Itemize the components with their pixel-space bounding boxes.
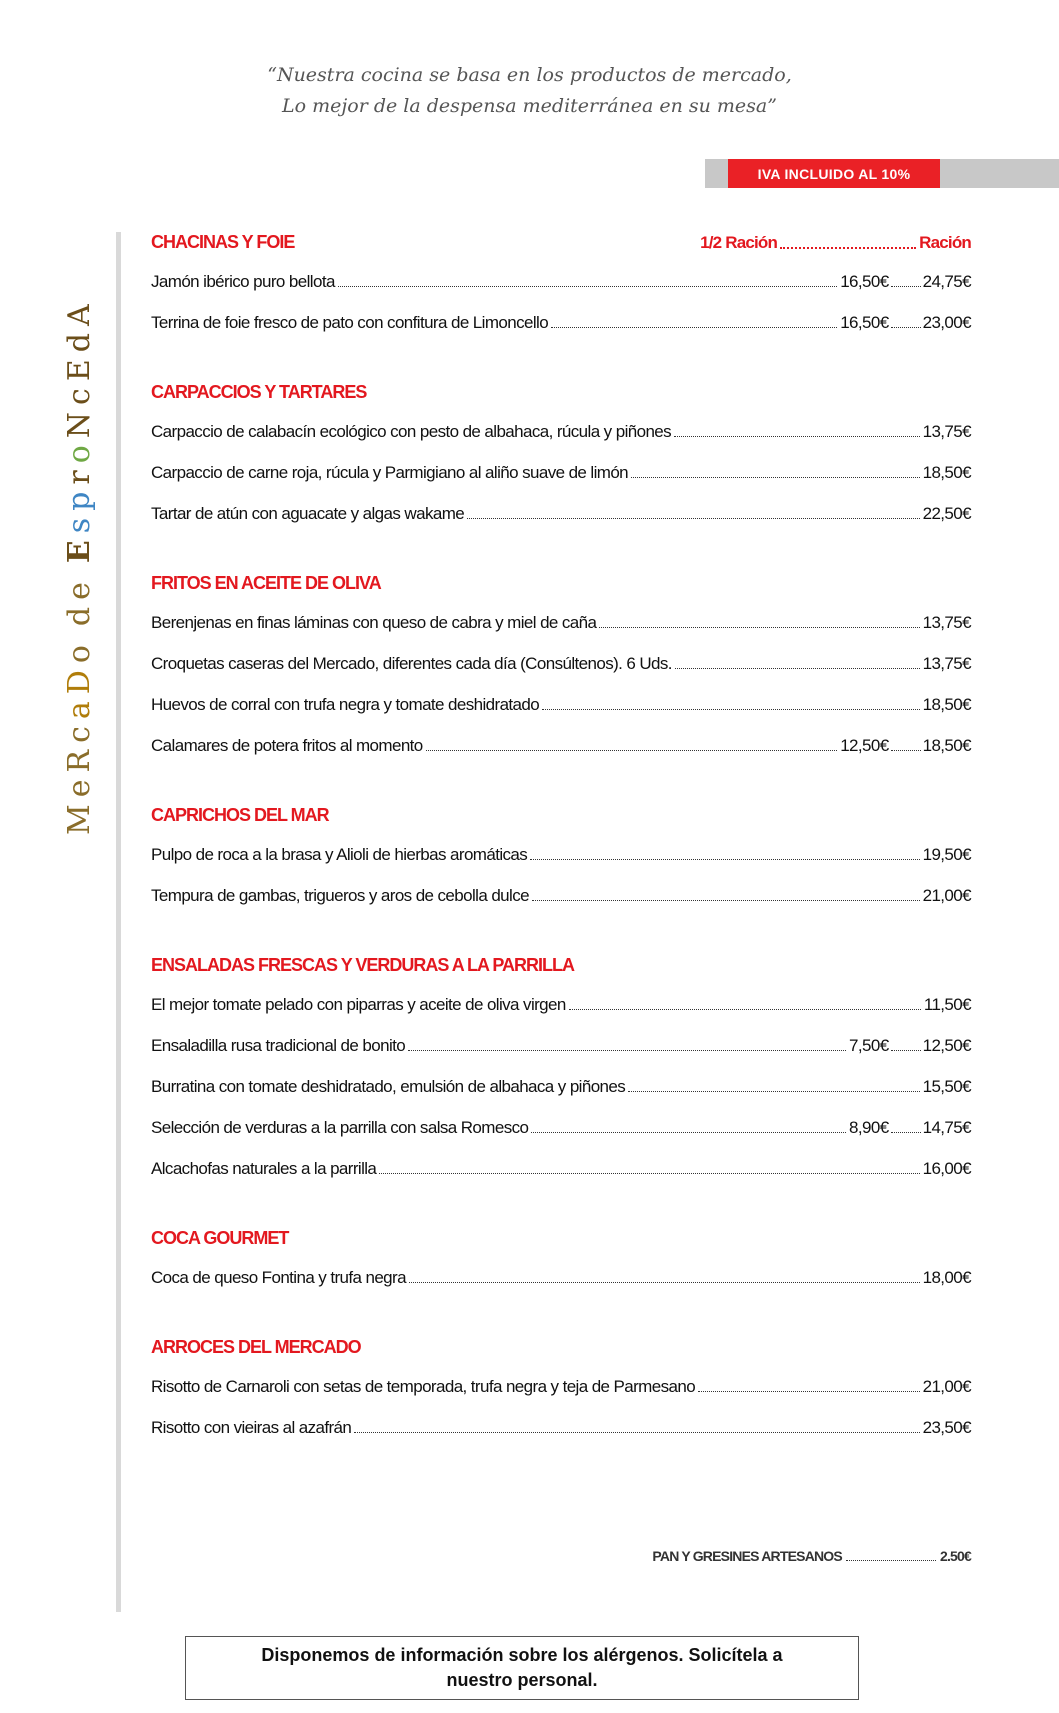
- item-leader: [338, 286, 837, 287]
- item-name: Berenjenas en finas láminas con queso de cabra y miel de caña: [151, 613, 597, 632]
- brand-letter: d: [62, 599, 97, 627]
- item-half-price: 16,50€: [840, 272, 889, 291]
- menu-item: [151, 1377, 971, 1418]
- menu-item: [151, 845, 971, 886]
- item-leader: [698, 1391, 920, 1392]
- item-half-price: 8,90€: [849, 1118, 889, 1137]
- brand-letter: c: [62, 381, 97, 405]
- item-leader: [628, 1091, 919, 1092]
- item-name: Jamón ibérico puro bellota: [151, 272, 335, 291]
- brand-letter: A: [62, 297, 97, 327]
- item-name: Tempura de gambas, trigueros y aros de cebolla dulce: [151, 886, 529, 905]
- menu: [151, 232, 971, 1487]
- item-price: 11,50€: [923, 995, 971, 1014]
- quote-line-2: Lo mejor de la despensa mediterránea en su mesa”: [282, 95, 777, 117]
- item-price: 22,50€: [922, 504, 971, 523]
- item-price: 18,50€: [922, 463, 971, 482]
- item-name: Calamares de potera fritos al momento: [151, 736, 423, 755]
- item-name: Risotto con vieiras al azafrán: [151, 1418, 352, 1437]
- item-price: 16,00€: [922, 1159, 971, 1178]
- item-leader: [379, 1173, 919, 1174]
- item-leader: [426, 750, 838, 751]
- item-leader: [408, 1050, 846, 1051]
- full-portion-header: Ración: [919, 233, 971, 252]
- item-leader: [354, 1432, 919, 1433]
- section-title: CAPRICHOS DEL MAR: [151, 805, 329, 825]
- menu-section: [151, 1228, 971, 1309]
- item-mid-leader: [891, 1050, 921, 1051]
- item-price: 23,50€: [922, 1418, 971, 1437]
- item-price: 18,00€: [922, 1268, 971, 1287]
- allergen-notice: [185, 1636, 859, 1700]
- half-portion-header: 1/2 Ración: [700, 233, 778, 252]
- menu-item: [151, 422, 971, 463]
- item-name: Burratina con tomate deshidratado, emulsión de albahaca y piñones: [151, 1077, 626, 1096]
- brand-letter: d: [62, 326, 97, 353]
- item-price: 19,50€: [922, 845, 971, 864]
- menu-item: [151, 313, 971, 354]
- menu-section: [151, 1337, 971, 1459]
- item-price: 13,75€: [922, 654, 971, 673]
- section-header: [151, 1228, 971, 1254]
- section-title: CHACINAS Y FOIE: [151, 232, 295, 252]
- item-price: 13,75€: [922, 613, 971, 632]
- item-name: El mejor tomate pelado con piparras y aceite de oliva virgen: [151, 995, 566, 1014]
- brand-letter: o: [62, 638, 97, 664]
- header-leader: [780, 233, 916, 249]
- item-price: 24,75€: [922, 272, 971, 291]
- menu-item: [151, 1077, 971, 1118]
- item-leader: [551, 327, 837, 328]
- brand-letter: E: [62, 352, 97, 382]
- menu-item: [151, 695, 971, 736]
- item-price: 12,50€: [922, 1036, 971, 1055]
- item-name: Croquetas caseras del Mercado, diferentes cada día (Consúltenos). 6 Uds.: [151, 654, 672, 673]
- item-leader: [531, 1132, 846, 1133]
- section-title: ARROCES DEL MERCADO: [151, 1337, 361, 1357]
- item-half-price: 7,50€: [849, 1036, 889, 1055]
- item-price: 18,50€: [922, 736, 971, 755]
- brand-logo-text: [60, 297, 100, 835]
- item-name: Coca de queso Fontina y trufa negra: [151, 1268, 406, 1287]
- menu-item: [151, 736, 971, 777]
- section-header: [151, 382, 971, 408]
- brand-letter: s: [62, 510, 97, 534]
- item-name: Carpaccio de calabacín ecológico con pesto de albahaca, rúcula y piñones: [151, 422, 672, 441]
- menu-item: [151, 1118, 971, 1159]
- item-leader: [409, 1282, 920, 1283]
- item-mid-leader: [891, 1132, 921, 1133]
- brand-letter: o: [62, 438, 97, 464]
- item-leader: [532, 900, 920, 901]
- menu-section: [151, 573, 971, 777]
- brand-letter: e: [62, 575, 97, 600]
- restaurant-quote: [0, 60, 1059, 122]
- item-name: Huevos de corral con trufa negra y tomate deshidratado: [151, 695, 540, 714]
- item-leader: [530, 859, 919, 860]
- brand-letter: a: [62, 694, 97, 720]
- side-divider: [116, 232, 121, 1612]
- item-leader: [631, 477, 920, 478]
- section-header: [151, 1337, 971, 1363]
- item-name: Selección de verduras a la parrilla con salsa Romesco: [151, 1118, 529, 1137]
- brand-letter: D: [62, 663, 97, 695]
- brand-letter: p: [62, 484, 97, 511]
- item-half-price: 16,50€: [840, 313, 889, 332]
- item-price: 21,00€: [922, 886, 971, 905]
- bread-line: [151, 1548, 971, 1565]
- menu-item: [151, 886, 971, 927]
- bread-leader: [846, 1560, 936, 1561]
- item-price: 14,75€: [922, 1118, 971, 1137]
- item-leader: [674, 436, 920, 437]
- brand-letter: M: [62, 797, 97, 835]
- bread-label: PAN Y GRESINES ARTESANOS: [652, 1548, 842, 1564]
- item-price: 15,50€: [922, 1077, 971, 1096]
- item-price: 23,00€: [922, 313, 971, 332]
- item-name: Ensaladilla rusa tradicional de bonito: [151, 1036, 406, 1055]
- menu-section: [151, 382, 971, 545]
- item-leader: [542, 709, 919, 710]
- item-price: 13,75€: [922, 422, 971, 441]
- menu-item: [151, 1036, 971, 1077]
- brand-letter: c: [62, 719, 97, 743]
- menu-item: [151, 1159, 971, 1200]
- brand-letter: r: [62, 463, 97, 485]
- item-mid-leader: [891, 750, 921, 751]
- section-header: [151, 955, 971, 981]
- section-title: FRITOS EN ACEITE DE OLIVA: [151, 573, 381, 593]
- menu-item: [151, 463, 971, 504]
- item-name: Alcachofas naturales a la parrilla: [151, 1159, 377, 1178]
- menu-item: [151, 654, 971, 695]
- menu-item: [151, 613, 971, 654]
- brand-letter: N: [62, 404, 97, 439]
- menu-section: [151, 955, 971, 1200]
- brand-letter: R: [62, 742, 97, 773]
- menu-item: [151, 1418, 971, 1459]
- item-price: 18,50€: [922, 695, 971, 714]
- menu-item: [151, 995, 971, 1036]
- section-title: CARPACCIOS Y TARTARES: [151, 382, 367, 402]
- item-price: 21,00€: [922, 1377, 971, 1396]
- iva-badge: IVA INCLUIDO AL 10%: [728, 159, 940, 188]
- section-header: [151, 805, 971, 831]
- menu-section: [151, 805, 971, 927]
- bread-price: 2.50€: [939, 1548, 971, 1564]
- item-name: Pulpo de roca a la brasa y Alioli de hierbas aromáticas: [151, 845, 528, 864]
- section-header: [151, 232, 971, 258]
- brand-letter: e: [62, 772, 97, 798]
- item-leader: [467, 518, 919, 519]
- item-leader: [675, 668, 920, 669]
- menu-item: [151, 1268, 971, 1309]
- menu-section: [151, 232, 971, 354]
- section-title: COCA GOURMET: [151, 1228, 289, 1248]
- item-leader: [569, 1009, 921, 1010]
- item-name: Terrina de foie fresco de pato con confitura de Limoncello: [151, 313, 549, 332]
- menu-item: [151, 504, 971, 545]
- section-title: ENSALADAS FRESCAS Y VERDURAS A LA PARRILLA: [151, 955, 575, 975]
- brand-letter: E: [62, 533, 97, 564]
- item-name: Risotto de Carnaroli con setas de temporada, trufa negra y teja de Parmesano: [151, 1377, 696, 1396]
- item-name: Carpaccio de carne roja, rúcula y Parmigiano al aliño suave de limón: [151, 463, 629, 482]
- item-half-price: 12,50€: [840, 736, 889, 755]
- item-name: Tartar de atún con aguacate y algas wakame: [151, 504, 465, 523]
- allergen-text: Disponemos de información sobre los alérgenos. Solicítela a nuestro personal.: [261, 1645, 783, 1690]
- column-headers: [700, 233, 971, 253]
- item-mid-leader: [891, 286, 921, 287]
- quote-line-1: “Nuestra cocina se basa en los productos de mercado,: [267, 64, 792, 86]
- menu-item: [151, 272, 971, 313]
- item-leader: [599, 627, 919, 628]
- section-header: [151, 573, 971, 599]
- item-mid-leader: [891, 327, 921, 328]
